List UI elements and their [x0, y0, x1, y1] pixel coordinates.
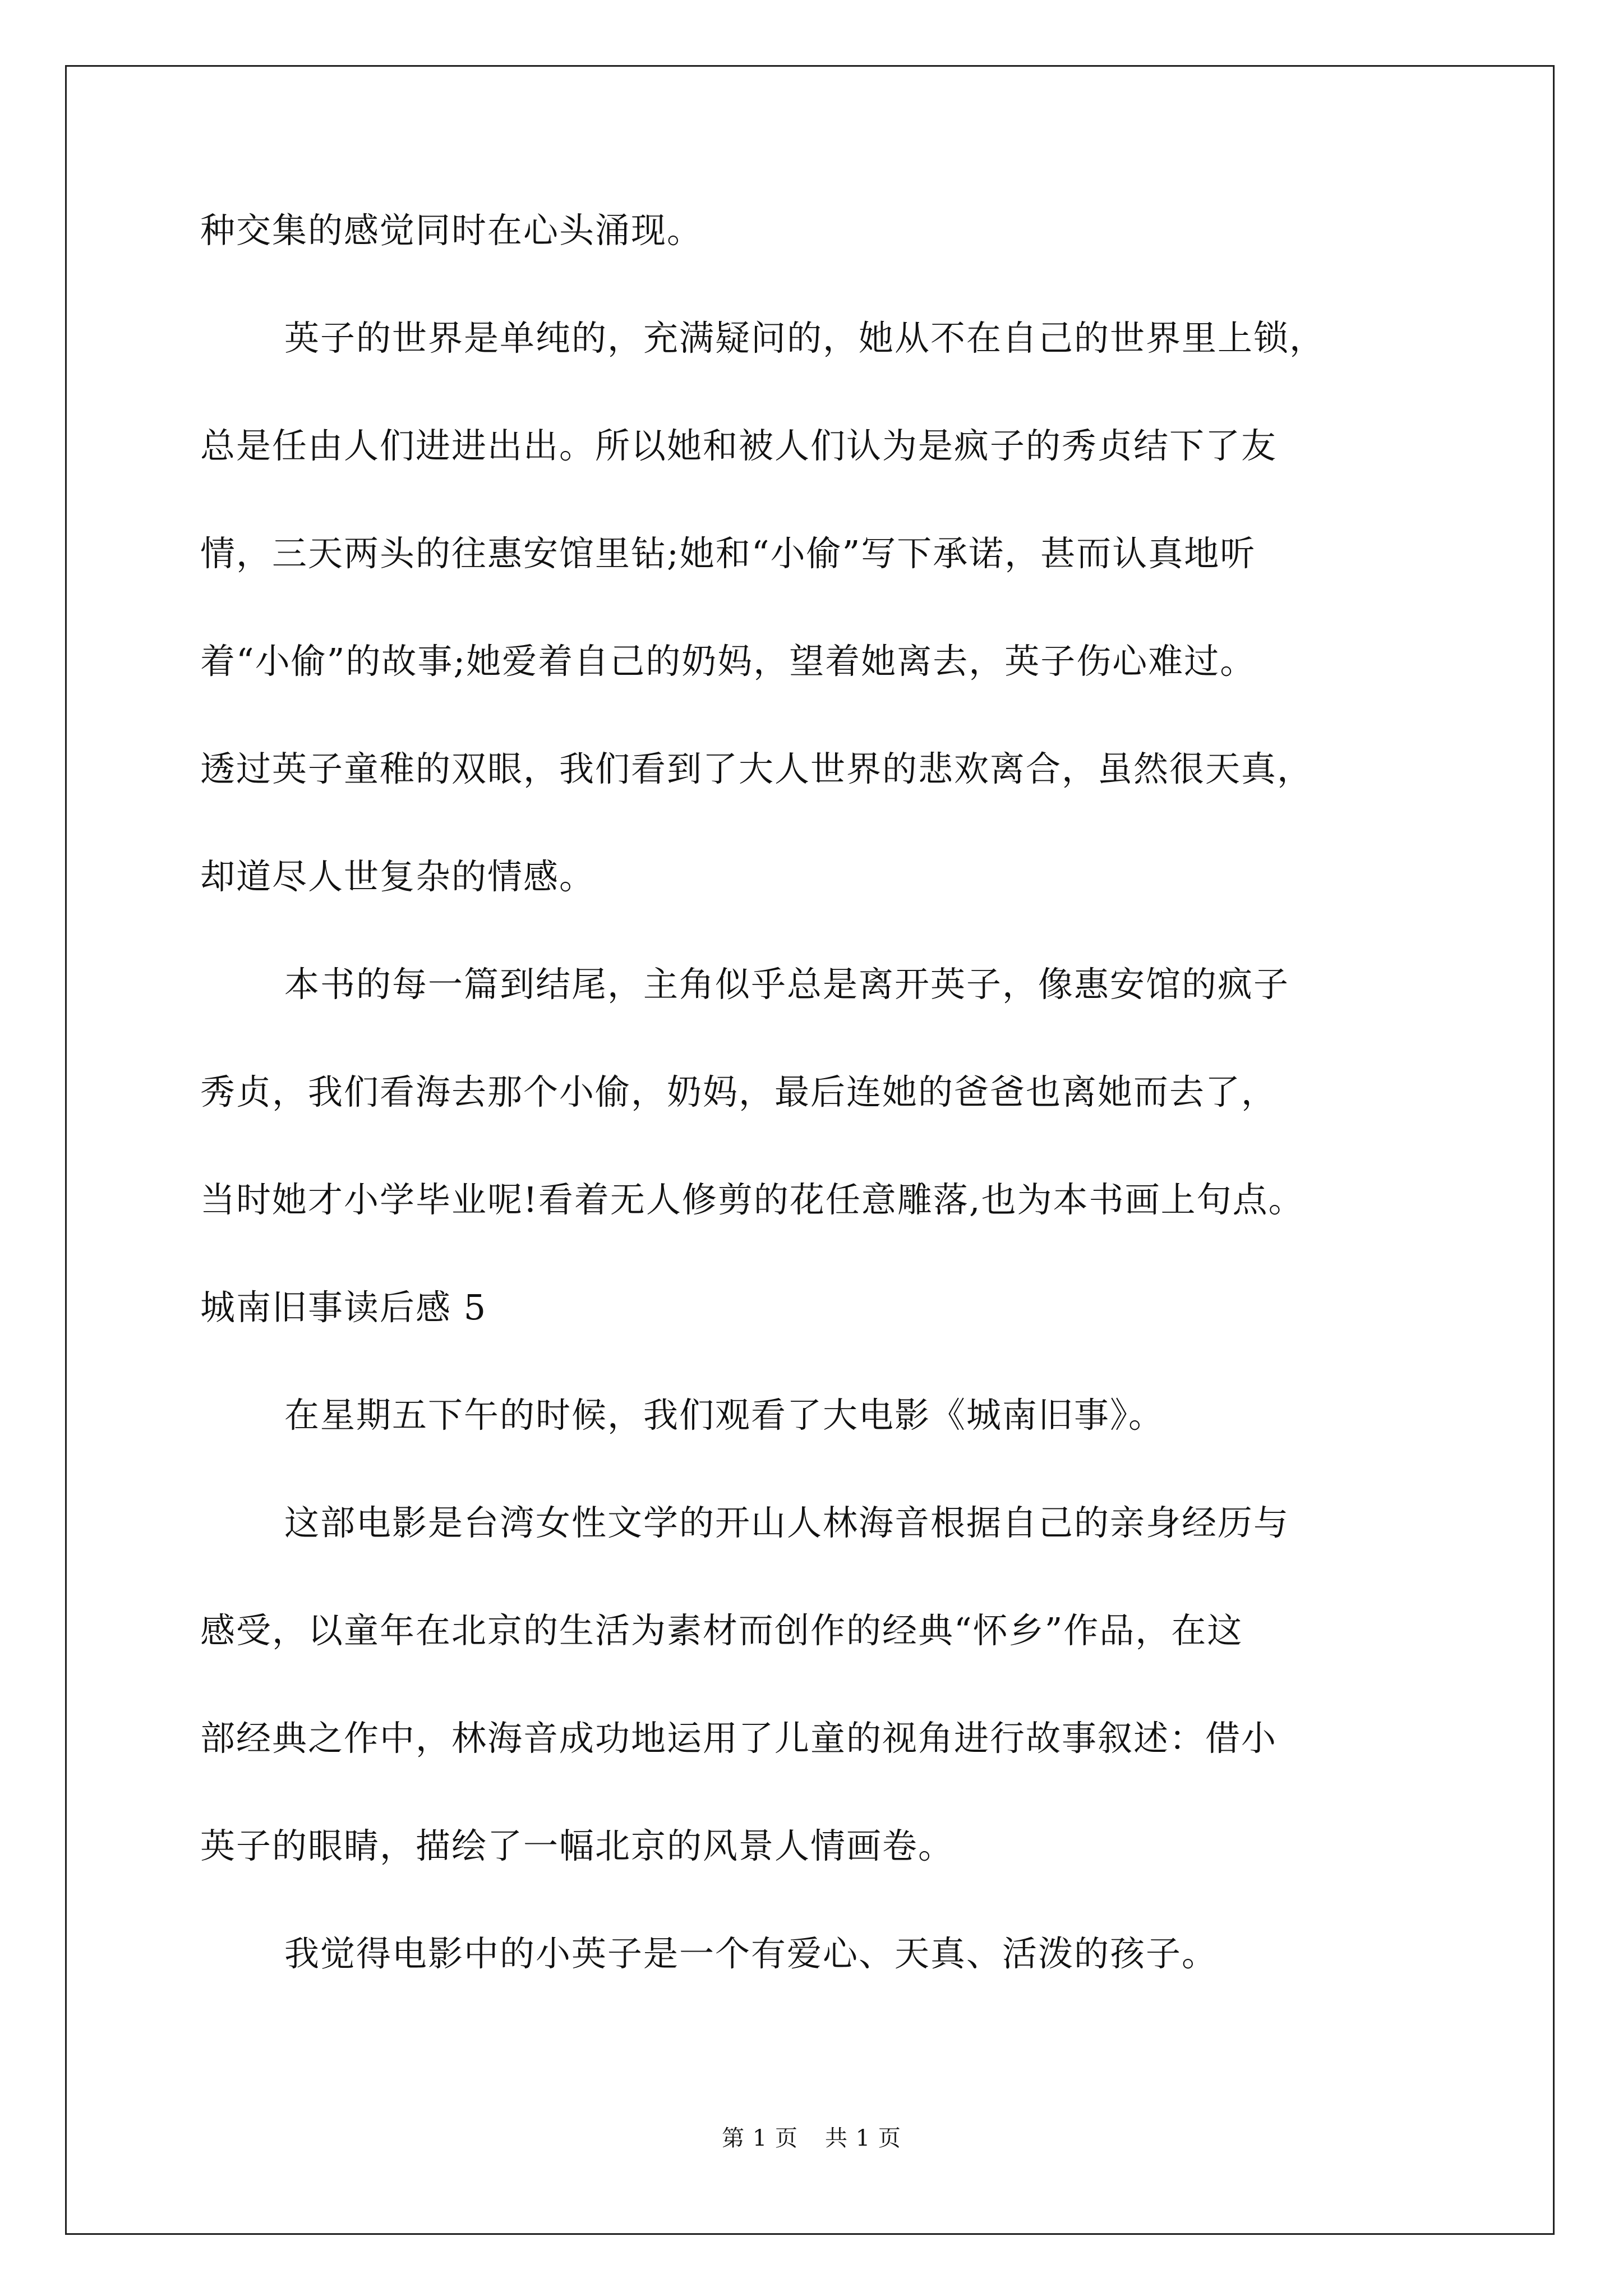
text-line: 感受，以童年在北京的生活为素材而创作的经典“怀乡”作品，在这 — [200, 1610, 1243, 1651]
page-footer — [0, 2120, 1623, 2152]
text-line: 情，三天两头的往惠安馆里钻;她和“小偷”写下承诺，甚而认真地听 — [200, 533, 1256, 574]
text-line: 总是任由人们进进出出。所以她和被人们认为是疯子的秀贞结下了友 — [200, 425, 1278, 466]
text-line: 种交集的感觉同时在心头涌现。 — [200, 210, 703, 251]
text-line: 部经典之作中，林海音成功地运用了儿童的视角进行故事叙述：借小 — [200, 1718, 1278, 1759]
text-line: 英子的世界是单纯的，充满疑问的，她从不在自己的世界里上锁， — [284, 318, 1326, 358]
section-heading: 城南旧事读后感 5 — [200, 1287, 487, 1328]
text-line: 秀贞，我们看海去那个小偷，奶妈，最后连她的爸爸也离她而去了， — [200, 1071, 1278, 1112]
text-line: 这部电影是台湾女性文学的开山人林海音根据自己的亲身经历与 — [284, 1502, 1290, 1543]
text-line: 透过英子童稚的双眼，我们看到了大人世界的悲欢离合，虽然很天真， — [200, 748, 1313, 789]
text-line: 我觉得电影中的小英子是一个有爱心、天真、活泼的孩子。 — [284, 1933, 1218, 1974]
text-line: 当时她才小学毕业呢!看着无人修剪的花任意雕落,也为本书画上句点。 — [200, 1179, 1304, 1220]
text-line: 本书的每一篇到结尾，主角似乎总是离开英子，像惠安馆的疯子 — [284, 964, 1290, 1005]
page-total: 共 1 页 — [825, 2125, 901, 2151]
page-number: 第 1 页 — [722, 2125, 798, 2151]
text-line: 在星期五下午的时候，我们观看了大电影《城南旧事》。 — [284, 1395, 1165, 1435]
document-body — [200, 210, 1440, 2044]
text-line: 着“小偷”的故事;她爱着自己的奶妈，望着她离去，英子伤心难过。 — [200, 641, 1256, 682]
text-line: 却道尽人世复杂的情感。 — [200, 856, 596, 897]
text-line: 英子的眼睛，描绘了一幅北京的风景人情画卷。 — [200, 1825, 955, 1866]
